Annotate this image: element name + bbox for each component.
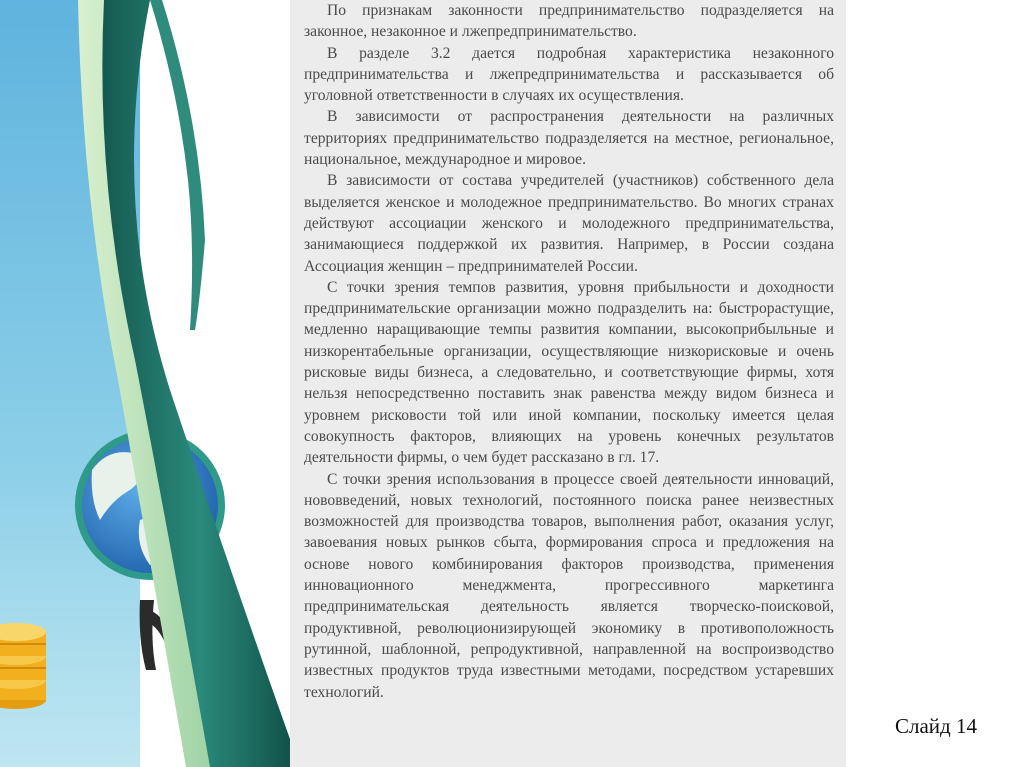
- slide-number: Слайд 14: [895, 714, 977, 738]
- paragraph: По признакам законности предпринимательство подразделяется на законное, незаконное и лжепредпринимательство.: [304, 2, 834, 41]
- paragraph: С точки зрения использования в процессе своей деятельности инноваций, нововведений, новых технологий, постоянного поиска ранее неизвестных возможностей для производства товаров, выполнения работ, оказания услуг, завоевания новых рынков сбыта, формирования спроса и предложения на основе нового комбинирования факторов производства, применения инновационного менеджмента, прогрессивного маркетинга предпринимательская деятельность является творческо-поисковой, продуктивной, революционизирующей экономику в противоположность рутинной, шаблонной, репродуктивной, направленной на воспроизводство известных продуктов труда известными методами, посредством устаревших технологий.: [304, 470, 834, 701]
- text-panel: [290, 0, 846, 767]
- document-body: [304, 0, 834, 703]
- paragraph: С точки зрения темпов развития, уровня прибыльности и доходности предпринимательские организации можно подразделить на: быстрорастущие, медленно наращивающие темпы развития компании, высокоприбыльные и низкорентабельные организации, осуществляющие низкорисковые и очень рисковые виды бизнеса, а следовательно, и соответствующие фирмы, хотя нельзя непосредственно поставить знак равенства между видом бизнеса и уровнем рисковости той или иной компании, поскольку имеется целая совокупность факторов, влияющих на уровень конечных результатов деятельности фирмы, о чем будет рассказано в гл. 17.: [304, 278, 834, 467]
- thin-ribbon: [150, 0, 205, 330]
- paragraph: В зависимости от распространения деятельности на различных территориях предпринимательство подразделяется на местное, региональное, национальное, международное и мировое.: [304, 108, 834, 169]
- paragraph: В разделе 3.2 дается подробная характеристика незаконного предпринимательства и лжепредпринимательства и рассказывается об уголовной ответственности в случаях их осуществления.: [304, 44, 834, 105]
- paragraph: В зависимости от состава учредителей (участников) собственного дела выделяется женское и молодежное предпринимательство. Во многих странах действуют ассоциации женского и молодежного предпринимательства, занимающиеся поддержкой их развития. Например, в России создана Ассоциация женщин – предпринимателей России.: [304, 172, 834, 275]
- coins-stack: [0, 623, 46, 709]
